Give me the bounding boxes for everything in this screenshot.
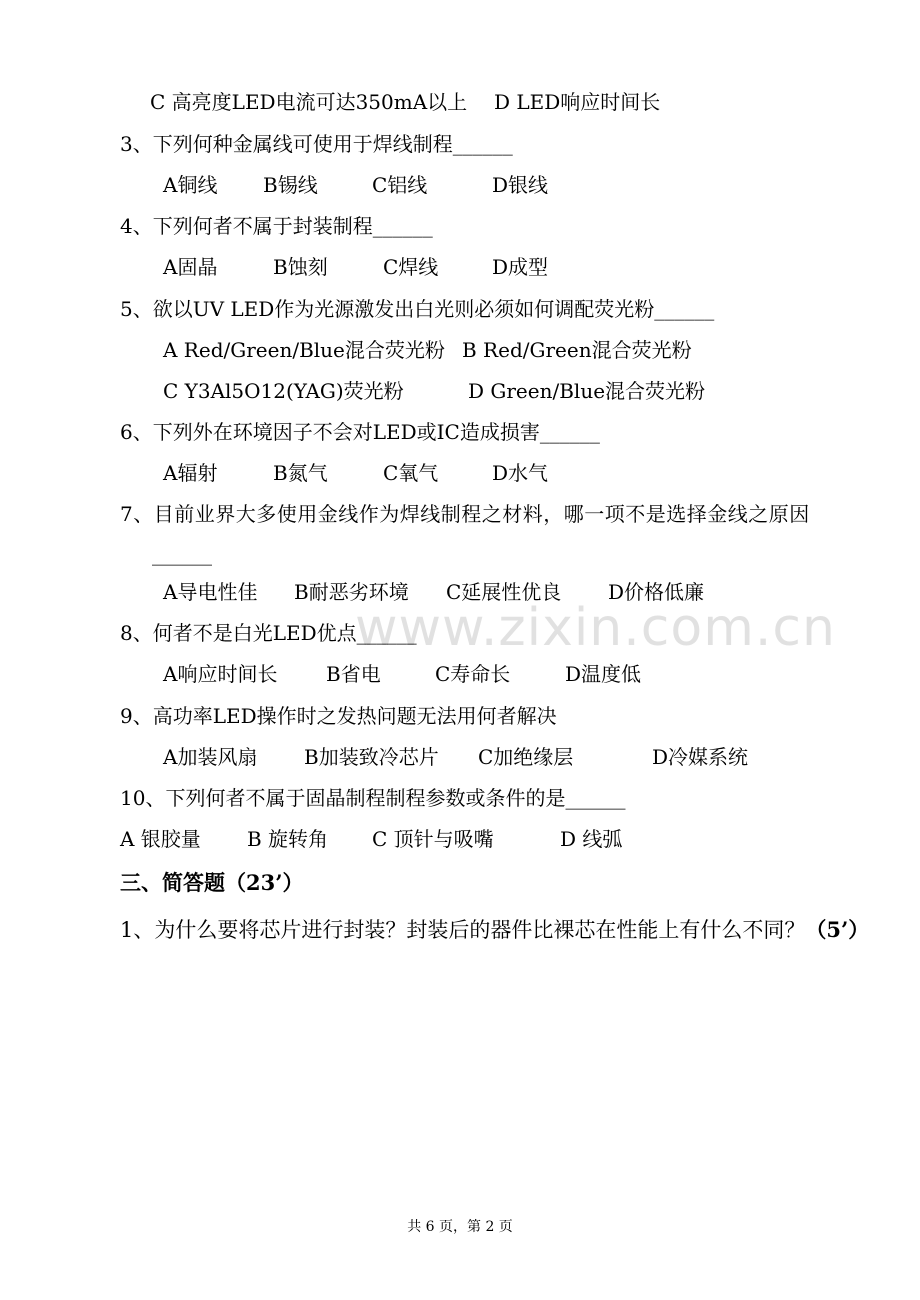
section-3-q1-points: （5’） — [805, 917, 870, 942]
q9-stem: 9、高功率LED操作时之发热问题无法用何者解决 — [120, 704, 557, 728]
q7-option-a: A导电性佳 — [163, 580, 258, 604]
q10-stem: 10、下列何者不属于固晶制程制程参数或条件的是______ — [120, 786, 626, 810]
q8-option-b: B省电 — [326, 662, 381, 686]
q4-option-b: B蚀刻 — [273, 255, 328, 279]
q3-option-d: D银线 — [492, 173, 549, 197]
q5-option-a: A Red/Green/Blue混合荧光粉 — [163, 338, 445, 362]
section-3-heading: 三、简答题（23’） — [120, 870, 304, 895]
q6-option-d: D水气 — [492, 461, 549, 485]
q9-option-a: A加装风扇 — [163, 745, 258, 769]
q8-option-a: A响应时间长 — [163, 662, 278, 686]
q6-option-b: B氮气 — [273, 461, 328, 485]
q6-option-a: A辐射 — [163, 461, 218, 485]
q8-stem: 8、何者不是白光LED优点______ — [120, 621, 417, 645]
q5-stem: 5、欲以UV LED作为光源激发出白光则必须如何调配荧光粉______ — [120, 297, 715, 321]
q5-option-d: D Green/Blue混合荧光粉 — [468, 379, 706, 403]
q3-option-c: C铝线 — [372, 173, 428, 197]
section-3-question-1 — [120, 916, 869, 944]
q7-option-c: C延展性优良 — [446, 580, 562, 604]
q9-option-c: C加绝缘层 — [478, 745, 574, 769]
q4-option-d: D成型 — [492, 255, 549, 279]
q4-option-c: C焊线 — [383, 255, 439, 279]
q10-option-d: D 线弧 — [560, 827, 623, 851]
q4-option-a: A固晶 — [163, 255, 218, 279]
q3-option-b: B锡线 — [263, 173, 318, 197]
q10-option-b: B 旋转角 — [247, 827, 329, 851]
section-3-q1-text: 1、为什么要将芯片进行封装？封装后的器件比裸芯在性能上有什么不同？ — [120, 918, 806, 942]
q7-option-d: D价格低廉 — [608, 580, 705, 604]
watermark: www.zixin.com.cn — [355, 598, 836, 658]
q7-option-b: B耐恶劣环境 — [294, 580, 409, 604]
q8-option-d: D温度低 — [565, 662, 642, 686]
q7-blank: ______ — [152, 542, 212, 566]
q6-stem: 6、下列外在环境因子不会对LED或IC造成损害______ — [120, 420, 600, 444]
q4-stem: 4、下列何者不属于封装制程______ — [120, 214, 433, 238]
q9-option-d: D冷媒系统 — [652, 745, 749, 769]
q10-option-c: C 顶针与吸嘴 — [372, 827, 494, 851]
q9-option-b: B加装致冷芯片 — [304, 745, 439, 769]
q5-option-b: B Red/Green混合荧光粉 — [462, 338, 692, 362]
q3-option-a: A铜线 — [163, 173, 218, 197]
q7-stem: 7、目前业界大多使用金线作为焊线制程之材料，哪一项不是选择金线之原因 — [120, 502, 810, 526]
q6-option-c: C氧气 — [383, 461, 439, 485]
q3-stem: 3、下列何种金属线可使用于焊线制程______ — [120, 132, 513, 156]
q5-option-c: C Y3Al5O12(YAG)荧光粉 — [163, 379, 404, 403]
q8-option-c: C寿命长 — [435, 662, 511, 686]
q2-option-d: D LED响应时间长 — [494, 90, 661, 114]
q2-option-c: C 高亮度LED电流可达350mA以上 — [150, 90, 468, 114]
page-footer: 共 6 页，第 2 页 — [407, 1219, 513, 1235]
q10-option-a: A 银胶量 — [120, 827, 201, 851]
